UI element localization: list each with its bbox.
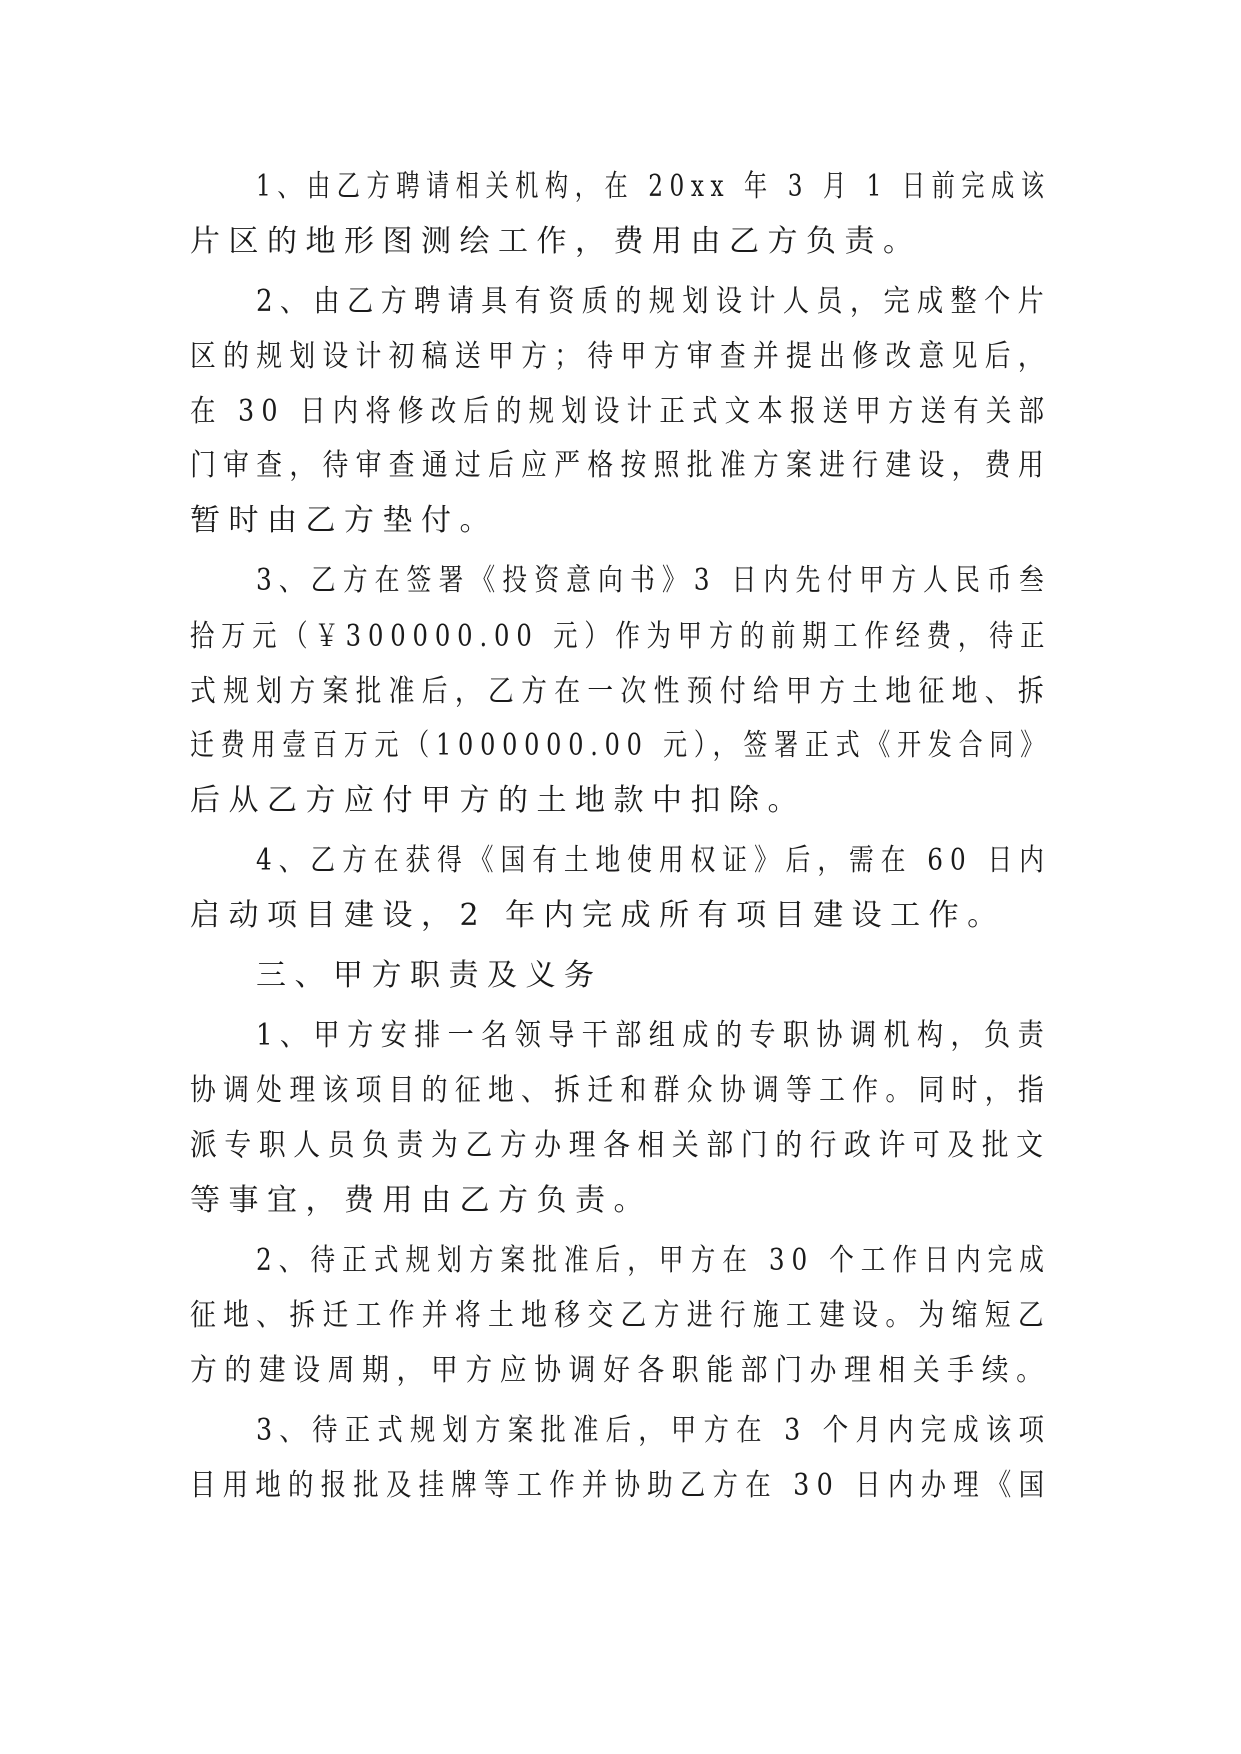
text-line: 启动项目建设，2 年内完成所有项目建设工作。 bbox=[190, 898, 1006, 933]
text-line: 迁费用壹百万元（1000000.00 元），签署正式《开发合同》 bbox=[190, 728, 1051, 763]
text-line: 3、乙方在签署《投资意向书》3 日内先付甲方人民币叁 bbox=[256, 563, 1051, 598]
text-line: 方的建设周期，甲方应协调好各职能部门办理相关手续。 bbox=[190, 1353, 1051, 1388]
text-line: 征地、拆迁工作并将土地移交乙方进行施工建设。为缩短乙 bbox=[190, 1298, 1051, 1333]
text-line: 等事宜，费用由乙方负责。 bbox=[190, 1183, 652, 1218]
text-line: 目用地的报批及挂牌等工作并协助乙方在 30 日内办理《国 bbox=[190, 1468, 1052, 1503]
text-line: 3、待正式规划方案批准后，甲方在 3 个月内完成该项 bbox=[256, 1413, 1052, 1448]
text-line: 门审查，待审查通过后应严格按照批准方案进行建设，费用 bbox=[190, 448, 1051, 483]
text-line: 拾万元（￥300000.00 元）作为甲方的前期工作经费，待正 bbox=[190, 619, 1052, 654]
text-line: 1、甲方安排一名领导干部组成的专职协调机构，负责 bbox=[256, 1018, 1052, 1053]
text-line: 区的规划设计初稿送甲方；待甲方审查并提出修改意见后， bbox=[190, 339, 1051, 374]
section-heading: 三、甲方职责及义务 bbox=[256, 958, 603, 993]
text-line: 1、由乙方聘请相关机构，在 20xx 年 3 月 1 日前完成该 bbox=[256, 169, 1051, 204]
text-line: 在 30 日内将修改后的规划设计正式文本报送甲方送有关部 bbox=[190, 394, 1052, 429]
text-line: 派专职人员负责为乙方办理各相关部门的行政许可及批文 bbox=[190, 1128, 1051, 1163]
text-line: 4、乙方在获得《国有土地使用权证》后，需在 60 日内 bbox=[256, 843, 1051, 878]
text-line: 2、由乙方聘请具有资质的规划设计人员，完成整个片 bbox=[256, 284, 1052, 319]
text-line: 协调处理该项目的征地、拆迁和群众协调等工作。同时，指 bbox=[190, 1073, 1051, 1108]
text-line: 片区的地形图测绘工作，费用由乙方负责。 bbox=[190, 224, 922, 259]
text-line: 式规划方案批准后，乙方在一次性预付给甲方土地征地、拆 bbox=[190, 674, 1051, 709]
text-line: 后从乙方应付甲方的土地款中扣除。 bbox=[190, 783, 806, 818]
text-line: 暂时由乙方垫付。 bbox=[190, 503, 498, 538]
text-line: 2、待正式规划方案批准后，甲方在 30 个工作日内完成 bbox=[256, 1243, 1051, 1278]
